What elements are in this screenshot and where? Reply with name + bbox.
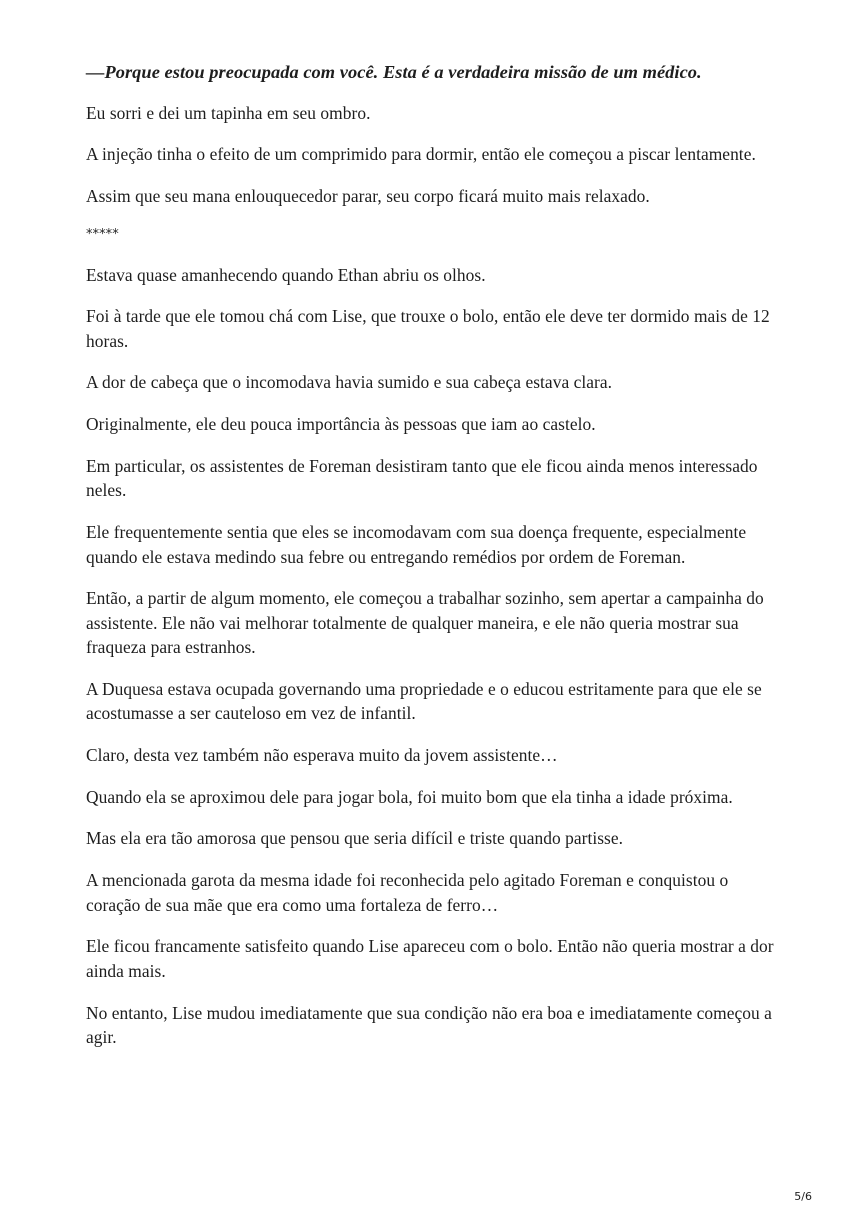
paragraph: Ele ficou francamente satisfeito quando Lise apareceu com o bolo. Então não queria mostrar a dor ainda mais.: [86, 936, 774, 981]
document-page: [86, 60, 786, 1067]
section-separator: *****: [86, 226, 119, 242]
paragraph: No entanto, Lise mudou imediatamente que sua condição não era boa e imediatamente começou a agir.: [86, 1002, 772, 1047]
paragraph: Ele frequentemente sentia que eles se incomodavam com sua doença frequente, especialmente quando ele estava medindo sua febre ou entregando remédios por ordem de Foreman.: [86, 522, 747, 567]
paragraph: Foi à tarde que ele tomou chá com Lise, que trouxe o bolo, então ele deve ter dormido mais de 12 horas.: [86, 306, 770, 351]
paragraph: Originalmente, ele deu pouca importância às pessoas que iam ao castelo.: [86, 414, 596, 435]
lead-paragraph: —Porque estou preocupada com você. Esta é a verdadeira missão de um médico.: [86, 62, 702, 82]
paragraph: A mencionada garota da mesma idade foi reconhecida pelo agitado Foreman e conquistou o coração de sua mãe que era como uma fortaleza de ferro…: [86, 870, 729, 915]
paragraph: A Duquesa estava ocupada governando uma propriedade e o educou estritamente para que ele se acostumasse a ser cauteloso em vez de infantil.: [86, 678, 762, 724]
paragraph: Em particular, os assistentes de Foreman desistiram tanto que ele ficou ainda menos interessado neles.: [86, 455, 758, 501]
paragraph: Eu sorri e dei um tapinha em seu ombro.: [86, 102, 371, 123]
paragraph: A injeção tinha o efeito de um comprimido para dormir, então ele começou a piscar lentamente.: [86, 144, 756, 165]
paragraph: Claro, desta vez também não esperava muito da jovem assistente…: [86, 745, 558, 766]
page-number: 5/6: [794, 1190, 812, 1203]
paragraph: Estava quase amanhecendo quando Ethan abriu os olhos.: [86, 264, 486, 285]
paragraph: Assim que seu mana enlouquecedor parar, seu corpo ficará muito mais relaxado.: [86, 185, 650, 206]
paragraph: Mas ela era tão amorosa que pensou que seria difícil e triste quando partisse.: [86, 828, 624, 849]
paragraph: Quando ela se aproximou dele para jogar bola, foi muito bom que ela tinha a idade próxima.: [86, 786, 733, 807]
paragraph: Então, a partir de algum momento, ele começou a trabalhar sozinho, sem apertar a campainha do assistente. Ele não vai melhorar totalmente de qualquer maneira, e ele não queria mostrar sua fraqueza para estranhos.: [86, 588, 764, 658]
paragraph: A dor de cabeça que o incomodava havia sumido e sua cabeça estava clara.: [86, 372, 613, 393]
